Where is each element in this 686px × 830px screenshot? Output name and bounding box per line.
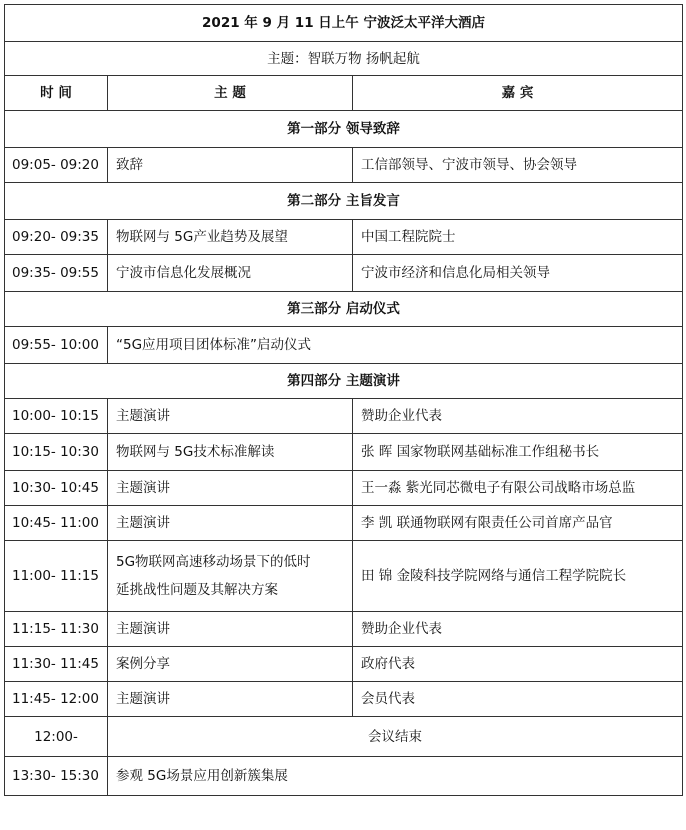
agenda-row — [5, 506, 683, 541]
topic-cell — [108, 541, 353, 612]
guest-cell: 会员代表 — [353, 682, 683, 717]
guest-cell: 宁波市经济和信息化局相关领导 — [353, 255, 683, 292]
agenda-row — [5, 682, 683, 717]
end-text: 会议结束 — [108, 717, 683, 757]
topic-cell: 主题演讲 — [108, 399, 353, 434]
agenda-body — [5, 5, 683, 796]
guest-cell: 王一淼 紫光同芯微电子有限公司战略市场总监 — [353, 471, 683, 506]
section-row — [5, 183, 683, 220]
time-cell: 11:45- 12:00 — [5, 682, 108, 717]
col-guest-header: 嘉 宾 — [353, 76, 683, 111]
section-row — [5, 111, 683, 148]
section-row — [5, 364, 683, 399]
topic-cell: 主题演讲 — [108, 682, 353, 717]
topic-cell: 主题演讲 — [108, 506, 353, 541]
topic-cell: 宁波市信息化发展概况 — [108, 255, 353, 292]
topic-line: 5G物联网高速移动场景下的低时 — [116, 554, 311, 570]
guest-cell: 赞助企业代表 — [353, 612, 683, 647]
time-cell: 11:15- 11:30 — [5, 612, 108, 647]
header-row — [5, 5, 683, 42]
date-venue: 2021 年 9 月 11 日上午 宁波泛太平洋大酒店 — [5, 5, 683, 42]
theme: 主题：智联万物 扬帆起航 — [5, 42, 683, 76]
time-cell: 10:45- 11:00 — [5, 506, 108, 541]
agenda-row — [5, 541, 683, 612]
guest-cell: 张 晖 国家物联网基础标准工作组秘书长 — [353, 434, 683, 471]
agenda-row — [5, 757, 683, 796]
time-cell: 12:00- — [5, 717, 108, 757]
agenda-row — [5, 148, 683, 183]
theme-row — [5, 42, 683, 76]
section-title: 第三部分 启动仪式 — [5, 292, 683, 327]
topic-line: 延挑战性问题及其解决方案 — [116, 582, 278, 598]
time-cell: 13:30- 15:30 — [5, 757, 108, 796]
topic-cell: 主题演讲 — [108, 612, 353, 647]
section-row — [5, 292, 683, 327]
agenda-table — [4, 4, 683, 796]
guest-cell: 中国工程院院士 — [353, 220, 683, 255]
time-cell: 09:55- 10:00 — [5, 327, 108, 364]
agenda-row — [5, 220, 683, 255]
agenda-row — [5, 612, 683, 647]
col-time-header: 时 间 — [5, 76, 108, 111]
time-cell: 10:00- 10:15 — [5, 399, 108, 434]
topic-cell: 案例分享 — [108, 647, 353, 682]
agenda-row — [5, 327, 683, 364]
topic-cell: 物联网与 5G技术标准解读 — [108, 434, 353, 471]
section-title: 第二部分 主旨发言 — [5, 183, 683, 220]
topic-cell: 主题演讲 — [108, 471, 353, 506]
time-cell: 10:30- 10:45 — [5, 471, 108, 506]
agenda-row — [5, 255, 683, 292]
topic-cell: 参观 5G场景应用创新簇集展 — [108, 757, 683, 796]
guest-cell: 李 凯 联通物联网有限责任公司首席产品官 — [353, 506, 683, 541]
column-header-row — [5, 76, 683, 111]
time-cell: 11:30- 11:45 — [5, 647, 108, 682]
topic-cell: 物联网与 5G产业趋势及展望 — [108, 220, 353, 255]
topic-cell: 致辞 — [108, 148, 353, 183]
guest-cell: 田 锦 金陵科技学院网络与通信工程学院院长 — [353, 541, 683, 612]
topic-cell: “5G应用项目团体标准”启动仪式 — [108, 327, 683, 364]
guest-cell: 政府代表 — [353, 647, 683, 682]
col-topic-header: 主 题 — [108, 76, 353, 111]
time-cell: 09:35- 09:55 — [5, 255, 108, 292]
time-cell: 09:20- 09:35 — [5, 220, 108, 255]
section-title: 第一部分 领导致辞 — [5, 111, 683, 148]
time-cell: 11:00- 11:15 — [5, 541, 108, 612]
agenda-row — [5, 399, 683, 434]
agenda-row — [5, 471, 683, 506]
time-cell: 09:05- 09:20 — [5, 148, 108, 183]
agenda-row — [5, 434, 683, 471]
section-title: 第四部分 主题演讲 — [5, 364, 683, 399]
guest-cell: 工信部领导、宁波市领导、协会领导 — [353, 148, 683, 183]
agenda-row — [5, 647, 683, 682]
guest-cell: 赞助企业代表 — [353, 399, 683, 434]
time-cell: 10:15- 10:30 — [5, 434, 108, 471]
end-row — [5, 717, 683, 757]
